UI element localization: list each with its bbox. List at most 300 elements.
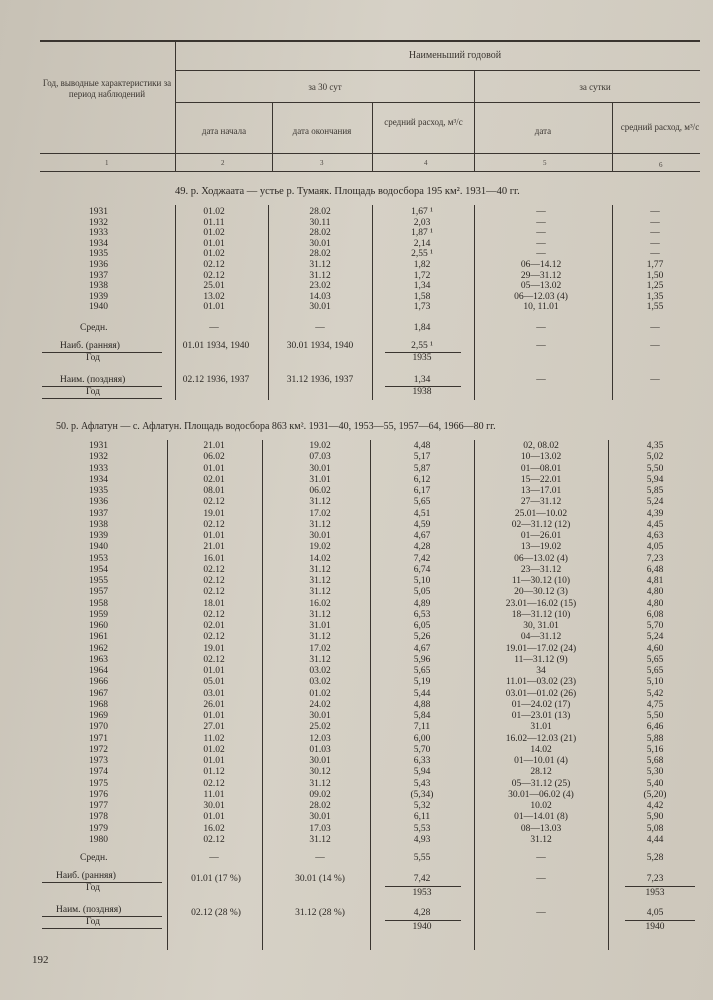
s50-cell-3: 31.12 [309,609,331,620]
s50-cell-6: 6,08 [646,609,664,620]
s49-avg-label: Средн. [80,323,108,333]
s50-row [0,790,713,802]
s49-cell-5: — [536,217,546,228]
s49-cell-3: 31.12 [309,270,331,281]
s49-cell-1: 1936 [89,260,108,270]
s49-cell-6: 1,50 [646,270,664,281]
s50-cell-4: 5,17 [413,452,431,463]
s50-cell-1: 1964 [89,666,108,676]
s50-cell-5: 15—22.01 [520,474,562,485]
s50-cell-5: 16.02—12.03 (21) [505,733,577,744]
s50-row [0,677,713,689]
s50-cell-5: 11.01—03.02 (23) [505,677,577,688]
s50-cell-1: 1975 [89,778,108,789]
s49-cell-6: 1,77 [646,260,664,270]
s50-cell-2: 16.01 [203,553,225,564]
s50-cell-1: 1969 [89,711,108,721]
s50-cell-3: 06.02 [309,486,331,496]
s50-cell-2: 02.12 [203,576,225,586]
s49-cell-4: 2,03 [413,217,431,228]
header-end-date: дата окончания [292,126,352,136]
s49-cell-4: 1,87 ¹ [411,228,433,239]
s49-cell-2: 02.12 [203,270,225,281]
s50-cell-1: 1966 [89,677,108,688]
s50-cell-1: 1963 [89,654,108,665]
s49-min-c6: — [650,375,660,385]
s50-cell-3: 14.02 [309,553,331,564]
s50-cell-2: 02.12 [203,654,225,665]
s49-min-row [0,375,713,387]
s50-cell-2: 06.02 [203,452,225,463]
s50-cell-4: 5,10 [413,576,431,586]
s50-cell-2: 01.01 [203,711,225,721]
s50-cell-6: 6,48 [646,564,664,575]
s50-cell-6: 5,50 [646,711,664,721]
s50-min-c4: 4,28 [413,908,431,918]
s50-row [0,801,713,813]
header-bottom-rule [40,153,700,154]
s50-cell-2: 27.01 [203,722,225,733]
s50-max-val6-rule [625,886,695,887]
s50-cell-5: 11—30.12 (10) [511,576,571,586]
s49-cell-2: 01.02 [203,207,225,217]
s49-cell-3: 30.01 [309,302,331,313]
s49-cell-1: 1934 [89,238,108,249]
s50-row [0,756,713,768]
s49-cell-1: 1931 [89,207,108,217]
s49-cell-2: 01.01 [203,302,225,313]
s50-max-c5: — [536,874,546,884]
s49-row [0,302,713,314]
s50-row [0,464,713,476]
s50-cell-1: 1980 [89,834,108,845]
s50-row [0,441,713,453]
s50-cell-3: 31.12 [309,778,331,789]
vline-5 [612,102,613,171]
s50-cell-2: 05.01 [203,677,225,688]
s50-row [0,655,713,667]
s49-cell-1: 1932 [89,217,108,228]
header-avg-flow-2: средний расход, м³/с [620,122,700,132]
s50-cell-4: 5,05 [413,587,431,598]
s50-max-c3: 30.01 (14 %) [295,874,345,884]
s50-cell-6: (5,20) [643,789,667,800]
s50-cell-3: 31.12 [309,834,331,845]
s50-row [0,745,713,757]
header-day: за сутки [579,82,611,92]
s50-cell-2: 01.12 [203,767,225,778]
s49-cell-3: 23.02 [309,281,331,292]
s49-cell-5: — [536,238,546,249]
s49-cell-2: 01.02 [203,249,225,260]
s49-avg-row [0,323,713,335]
s49-cell-5: — [536,207,546,217]
s50-cell-3: 31.12 [309,497,331,508]
s50-row [0,587,713,599]
s50-cell-6: 5,65 [646,666,664,676]
s50-min-year6: 1940 [645,922,665,932]
s50-cell-3: 31.12 [309,587,331,598]
s50-cell-1: 1933 [89,463,108,474]
s50-avg-c3: — [315,853,325,863]
s50-cell-2: 01.01 [203,666,225,676]
s50-cell-6: 4,63 [646,531,664,541]
s50-cell-1: 1935 [89,486,108,496]
s50-cell-2: 01.01 [203,531,225,541]
s49-max-c4: 2,55 ¹ [411,341,433,351]
s50-cell-3: 03.02 [309,677,331,688]
s49-cell-2: 01.01 [203,238,225,249]
s50-cell-4: 6,33 [413,756,431,766]
s50-cell-5: 05—31.12 (25) [511,778,571,789]
s50-cell-1: 1937 [89,508,108,519]
s50-cell-6: 5,68 [646,756,664,766]
s50-avg-row [0,853,713,865]
s50-row [0,554,713,566]
s50-cell-2: 03.01 [203,688,225,699]
s50-cell-6: 4,60 [646,643,664,654]
s50-cell-1: 1971 [89,733,108,744]
s49-cell-6: — [650,249,660,260]
s50-cell-5: 01—14.01 (8) [514,812,568,823]
s50-cell-3: 24.02 [309,699,331,710]
s50-cell-2: 02.12 [203,632,225,643]
s50-cell-4: 5,65 [413,666,431,676]
s50-max-c4: 7,42 [413,874,431,884]
s50-row [0,666,713,678]
s49-cell-6: 1,55 [646,302,664,313]
s50-row [0,835,713,847]
s50-cell-4: 6,53 [413,609,431,620]
s50-cell-4: 5,53 [413,823,431,834]
s50-row [0,531,713,543]
s50-max-year: 1953 [412,888,432,898]
s50-row [0,700,713,712]
s50-max-label: Наиб. (ранняя) [56,871,116,881]
s50-max-c6: 7,23 [646,874,664,884]
s50-cell-6: 4,75 [646,699,664,710]
s50-cell-1: 1959 [89,609,108,620]
s50-min-year: 1940 [412,922,432,932]
s50-avg-c6: 5,28 [646,853,664,863]
header-col1: Год, выводные характеристики за период наблюдений [42,78,172,99]
s50-row [0,711,713,723]
s50-cell-5: 10.02 [530,801,552,811]
s50-cell-4: 6,05 [413,621,431,631]
s50-cell-3: 31.12 [309,632,331,643]
s50-cell-3: 30.12 [309,767,331,778]
s50-cell-5: 31.01 [530,722,552,733]
s50-cell-6: 4,44 [646,834,664,845]
s50-cell-2: 02.12 [203,519,225,530]
s50-cell-5: 02—31.12 (12) [511,519,571,530]
s50-cell-1: 1968 [89,699,108,710]
header-date: дата [534,126,552,136]
s50-cell-6: 5,10 [646,677,664,688]
s50-row [0,475,713,487]
s50-row [0,689,713,701]
s50-cell-2: 02.12 [203,834,225,845]
numbers-rule [40,171,700,172]
s50-cell-6: 5,24 [646,632,664,643]
s50-row [0,509,713,521]
s50-cell-5: 01—26.01 [520,531,562,541]
col-num-3: 3 [320,159,324,167]
s50-cell-5: 11—31.12 (9) [514,654,568,665]
page-number: 192 [32,954,49,966]
s50-cell-5: 13—19.02 [520,542,562,553]
s50-cell-3: 17.02 [309,508,331,519]
s50-cell-2: 19.01 [203,643,225,654]
s50-cell-3: 30.01 [309,531,331,541]
s49-vline-2 [268,205,269,400]
s50-cell-3: 31.12 [309,576,331,586]
s50-cell-5: 28.12 [530,767,552,778]
s49-min-label: Наим. (поздняя) [60,375,126,385]
s50-cell-2: 02.12 [203,497,225,508]
s50-max-year6: 1953 [645,888,665,898]
s50-cell-5: 06—13.02 (4) [514,553,568,564]
s50-min-val-rule [385,920,461,921]
s50-cell-4: 5,87 [413,463,431,474]
s50-cell-4: 5,43 [413,778,431,789]
s50-cell-2: 26.01 [203,699,225,710]
s50-cell-3: 17.02 [309,643,331,654]
col-num-4: 4 [424,159,428,167]
s50-cell-3: 01.03 [309,744,331,755]
s50-max-year-row [0,888,713,900]
s50-vline-5 [608,440,609,950]
group-rule [175,70,700,71]
s50-cell-5: 01—10.01 (4) [514,756,568,766]
s50-cell-5: 01—24.02 (17) [511,699,571,710]
s50-cell-1: 1953 [89,553,108,564]
s50-cell-6: 6,46 [646,722,664,733]
s49-max-year: 1935 [412,353,432,363]
s50-cell-5: 01—08.01 [520,463,562,474]
s50-cell-1: 1972 [89,744,108,755]
s50-cell-1: 1931 [89,441,108,451]
s50-cell-5: 04—31.12 [520,632,562,643]
header-top: Наименьший годовой [408,50,502,61]
s50-vline-2 [262,440,263,950]
s50-cell-4: 4,67 [413,643,431,654]
s50-cell-6: 4,81 [646,576,664,586]
s50-cell-6: 5,88 [646,733,664,744]
s50-row [0,767,713,779]
s50-cell-3: 19.02 [309,441,331,451]
s49-min-c2: 02.12 1936, 1937 [182,375,250,385]
s50-cell-3: 19.02 [309,542,331,553]
s49-avg-c3: — [315,323,325,333]
s50-cell-2: 18.01 [203,598,225,609]
s50-cell-1: 1932 [89,452,108,463]
s50-cell-1: 1961 [89,632,108,643]
s49-cell-1: 1935 [89,249,108,260]
s50-cell-1: 1967 [89,688,108,699]
s50-vline-3 [370,440,371,950]
s50-cell-1: 1962 [89,643,108,654]
s50-cell-1: 1973 [89,756,108,766]
s50-row [0,565,713,577]
s49-cell-4: 1,73 [413,302,431,313]
s49-min-year: 1938 [412,387,432,397]
s49-vline-4 [474,205,475,400]
s49-cell-5: 06—12.03 (4) [514,291,568,302]
s50-cell-3: 31.12 [309,564,331,575]
s49-cell-1: 1939 [89,291,108,302]
s50-row [0,824,713,836]
s50-avg-label: Средн. [80,853,108,863]
s50-cell-6: 5,90 [646,812,664,823]
s50-cell-2: 02.12 [203,587,225,598]
s50-cell-4: 6,11 [413,812,431,823]
s50-cell-6: 5,16 [646,744,664,755]
s50-cell-3: 25.02 [309,722,331,733]
header-start-date: дата начала [201,126,247,136]
s49-cell-2: 13.02 [203,291,225,302]
vline-2 [272,102,273,171]
s49-cell-4: 1,34 [413,281,431,292]
header-avg-flow: средний расход, м³/с [384,117,463,127]
s50-cell-4: 4,28 [413,542,431,553]
s49-max-year-label: Год [86,353,100,363]
s50-cell-6: 5,94 [646,474,664,485]
s50-min-c5: — [536,908,546,918]
s50-cell-3: 01.02 [309,688,331,699]
s50-max-row [0,874,713,886]
s50-cell-4: 7,11 [413,722,431,733]
s50-cell-6: 5,85 [646,486,664,496]
s50-cell-1: 1977 [89,801,108,811]
s49-cell-2: 01.11 [203,217,225,228]
s50-cell-2: 08.01 [203,486,225,496]
s50-max-val-rule [385,886,461,887]
s50-cell-1: 1954 [89,564,108,575]
s50-cell-2: 16.02 [203,823,225,834]
s49-avg-c6: — [650,323,660,333]
s50-cell-5: 27—31.12 [520,497,562,508]
s50-cell-3: 12.03 [309,733,331,744]
s50-cell-5: 25.01—10.02 [514,508,568,519]
top-rule [40,40,700,42]
s49-cell-5: 29—31.12 [520,270,562,281]
s50-cell-5: 08—13.03 [520,823,562,834]
s50-cell-4: 4,59 [413,519,431,530]
s50-cell-4: 5,84 [413,711,431,721]
s50-cell-5: 18—31.12 (10) [511,609,571,620]
s49-cell-3: 28.02 [309,249,331,260]
s50-row [0,520,713,532]
s49-vline-1 [175,205,176,400]
s50-min-val6-rule [625,920,695,921]
vline-4 [474,70,475,171]
s50-cell-6: 5,24 [646,497,664,508]
s50-cell-2: 01.01 [203,463,225,474]
s49-cell-1: 1933 [89,228,108,239]
s49-cell-6: — [650,238,660,249]
s50-cell-4: 4,88 [413,699,431,710]
s50-cell-6: 4,35 [646,441,664,451]
s50-cell-2: 30.01 [203,801,225,811]
s50-cell-1: 1970 [89,722,108,733]
s50-min-row [0,908,713,920]
s50-cell-4: 7,42 [413,553,431,564]
s50-cell-1: 1978 [89,812,108,823]
s49-cell-3: 28.02 [309,228,331,239]
s49-min-c4: 1,34 [413,375,431,385]
s50-row [0,734,713,746]
s50-cell-2: 21.01 [203,441,225,451]
s50-cell-4: 4,89 [413,598,431,609]
s50-cell-2: 11.01 [203,789,225,800]
s49-min-year-row [0,387,713,399]
s50-min-c2: 02.12 (28 %) [191,908,241,918]
s50-cell-6: 5,08 [646,823,664,834]
s50-cell-1: 1979 [89,823,108,834]
s50-cell-3: 31.01 [309,621,331,631]
s50-cell-6: 5,02 [646,452,664,463]
s50-cell-2: 21.01 [203,542,225,553]
s49-cell-2: 01.02 [203,228,225,239]
s50-cell-3: 31.12 [309,519,331,530]
s50-cell-4: 5,70 [413,744,431,755]
s49-cell-6: — [650,207,660,217]
s50-cell-4: 5,94 [413,767,431,778]
s50-cell-2: 19.01 [203,508,225,519]
s50-cell-2: 01.02 [203,744,225,755]
s50-vline-4 [474,440,475,950]
s49-cell-3: 30.11 [309,217,331,228]
s50-row [0,599,713,611]
s50-cell-4: 5,26 [413,632,431,643]
s49-end-rule [42,398,162,399]
s50-cell-4: (5,34) [410,789,434,800]
s49-cell-2: 25.01 [203,281,225,292]
s50-row [0,722,713,734]
col-num-1: 1 [105,159,109,167]
s50-cell-3: 03.02 [309,666,331,676]
s50-cell-6: 4,42 [646,801,664,811]
s49-vline-3 [372,205,373,400]
s50-cell-1: 1976 [89,789,108,800]
s50-cell-5: 23.01—16.02 (15) [505,598,577,609]
s50-cell-4: 4,48 [413,441,431,451]
s49-cell-5: 06—14.12 [520,260,562,270]
s50-cell-1: 1940 [89,542,108,553]
s49-cell-4: 1,72 [413,270,431,281]
s50-cell-4: 5,44 [413,688,431,699]
s50-cell-4: 5,32 [413,801,431,811]
s50-cell-5: 20—30.12 (3) [514,587,568,598]
s50-cell-6: 4,39 [646,508,664,519]
s50-cell-6: 4,05 [646,542,664,553]
s50-max-c2: 01.01 (17 %) [191,874,241,884]
s50-avg-c2: — [209,853,219,863]
s50-cell-5: 01—23.01 (13) [511,711,571,721]
s50-cell-2: 02.01 [203,621,225,631]
s50-vline-1 [167,440,168,950]
s49-cell-6: 1,25 [646,281,664,292]
s49-cell-5: — [536,228,546,239]
s50-avg-c5: — [536,853,546,863]
s49-max-row [0,341,713,353]
s50-cell-5: 34 [536,666,546,676]
s49-max-c6: — [650,341,660,351]
s50-cell-6: 5,40 [646,778,664,789]
s50-cell-5: 23—31.12 [520,564,562,575]
s50-cell-6: 4,45 [646,519,664,530]
